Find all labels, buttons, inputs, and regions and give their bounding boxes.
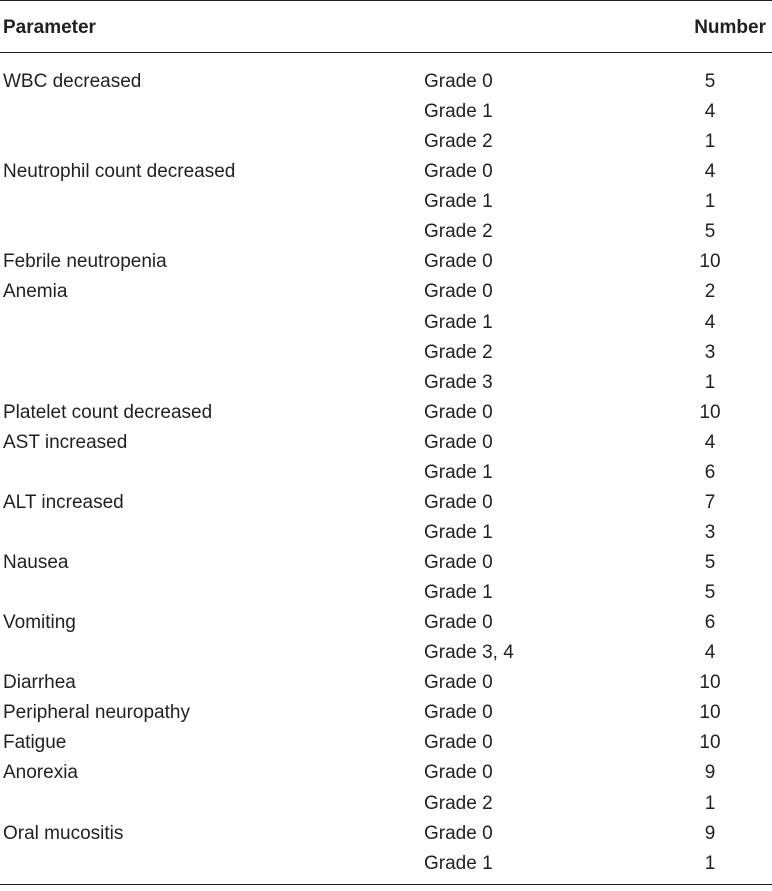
cell-grade: Grade 0 [424, 491, 493, 513]
cell-grade: Grade 1 [424, 311, 493, 333]
table-row [0, 548, 772, 578]
table-header-rule [0, 52, 772, 53]
cell-grade: Grade 0 [424, 161, 493, 183]
cell-grade: Grade 1 [424, 852, 493, 874]
cell-grade: Grade 0 [424, 822, 493, 844]
cell-number: 2 [704, 281, 716, 303]
table-row [0, 578, 772, 608]
cell-grade: Grade 1 [424, 101, 493, 123]
table-row [0, 187, 772, 217]
cell-number: 1 [704, 371, 716, 393]
cell-grade: Grade 0 [424, 552, 493, 573]
cell-number: 4 [704, 642, 716, 664]
table-row [0, 247, 772, 277]
cell-number: 4 [704, 161, 716, 183]
cell-grade: Grade 1 [424, 582, 493, 604]
table-row [0, 277, 772, 307]
cell-grade: Grade 2 [424, 341, 493, 363]
cell-number: 1 [704, 191, 716, 213]
table-row [0, 488, 772, 518]
cell-number: 6 [704, 612, 716, 634]
cell-number: 10 [699, 702, 721, 724]
cell-parameter: WBC decreased [3, 71, 142, 92]
cell-number: 10 [699, 732, 721, 754]
cell-grade: Grade 0 [424, 281, 493, 303]
cell-parameter: Platelet count decreased [3, 401, 213, 423]
cell-grade: Grade 0 [424, 672, 493, 694]
cell-number: 10 [699, 672, 721, 694]
cell-grade: Grade 1 [424, 461, 493, 483]
cell-grade: Grade 0 [424, 702, 493, 724]
cell-grade: Grade 0 [424, 762, 493, 784]
cell-parameter: Anorexia [3, 762, 78, 784]
cell-number: 1 [704, 131, 716, 153]
cell-parameter: Febrile neutropenia [3, 251, 167, 273]
table-row [0, 67, 772, 97]
cell-grade: Grade 1 [424, 521, 493, 543]
cell-number: 4 [704, 101, 716, 123]
cell-number: 6 [704, 461, 716, 483]
table-row [0, 789, 772, 819]
cell-parameter: Anemia [3, 281, 68, 303]
table-row [0, 638, 772, 668]
cell-number: 3 [704, 521, 716, 543]
cell-number: 4 [704, 431, 716, 453]
table-row [0, 758, 772, 788]
table-row [0, 157, 772, 187]
cell-grade: Grade 0 [424, 431, 493, 453]
table-row [0, 728, 772, 758]
cell-parameter: Fatigue [3, 732, 67, 754]
cell-parameter: Nausea [3, 552, 69, 573]
table-row [0, 308, 772, 338]
table-row [0, 127, 772, 157]
cell-number: 3 [704, 341, 716, 363]
cell-grade: Grade 2 [424, 221, 493, 243]
cell-number: 1 [704, 852, 716, 874]
cell-grade: Grade 2 [424, 131, 493, 153]
cell-number: 5 [704, 221, 716, 243]
cell-number: 9 [704, 822, 716, 844]
table-row [0, 819, 772, 849]
cell-parameter: AST increased [3, 431, 128, 453]
cell-grade: Grade 0 [424, 732, 493, 754]
table-row [0, 428, 772, 458]
table-body [0, 67, 772, 879]
table-row [0, 368, 772, 398]
cell-grade: Grade 2 [424, 792, 493, 814]
cell-grade: Grade 0 [424, 612, 493, 634]
table-row [0, 458, 772, 488]
cell-number: 4 [704, 311, 716, 333]
cell-grade: Grade 0 [424, 401, 493, 423]
cell-parameter: Peripheral neuropathy [3, 702, 190, 724]
cell-grade: Grade 3, 4 [424, 642, 514, 664]
cell-number: 5 [704, 582, 716, 604]
table-row [0, 217, 772, 247]
table-row [0, 608, 772, 638]
cell-number: 9 [704, 762, 716, 784]
cell-parameter: ALT increased [3, 491, 124, 513]
cell-parameter: Diarrhea [3, 672, 76, 694]
table-row [0, 668, 772, 698]
header-parameter: Parameter [3, 17, 96, 38]
table-row [0, 97, 772, 127]
cell-grade: Grade 0 [424, 251, 493, 273]
table-row [0, 849, 772, 879]
table-row [0, 398, 772, 428]
cell-parameter: Oral mucositis [3, 822, 124, 844]
cell-number: 5 [704, 552, 716, 573]
cell-number: 10 [699, 251, 721, 273]
table-bottom-rule [0, 884, 772, 885]
table-top-rule [0, 0, 772, 1]
cell-parameter: Neutrophil count decreased [3, 161, 236, 183]
cell-grade: Grade 3 [424, 371, 493, 393]
cell-grade: Grade 1 [424, 191, 493, 213]
table-row [0, 698, 772, 728]
cell-number: 5 [704, 71, 716, 92]
table-row [0, 518, 772, 548]
cell-grade: Grade 0 [424, 71, 493, 92]
cell-parameter: Vomiting [3, 612, 76, 634]
cell-number: 10 [699, 401, 721, 423]
cell-number: 1 [704, 792, 716, 814]
table-row [0, 338, 772, 368]
cell-number: 7 [704, 491, 716, 513]
header-number: Number [694, 17, 766, 38]
